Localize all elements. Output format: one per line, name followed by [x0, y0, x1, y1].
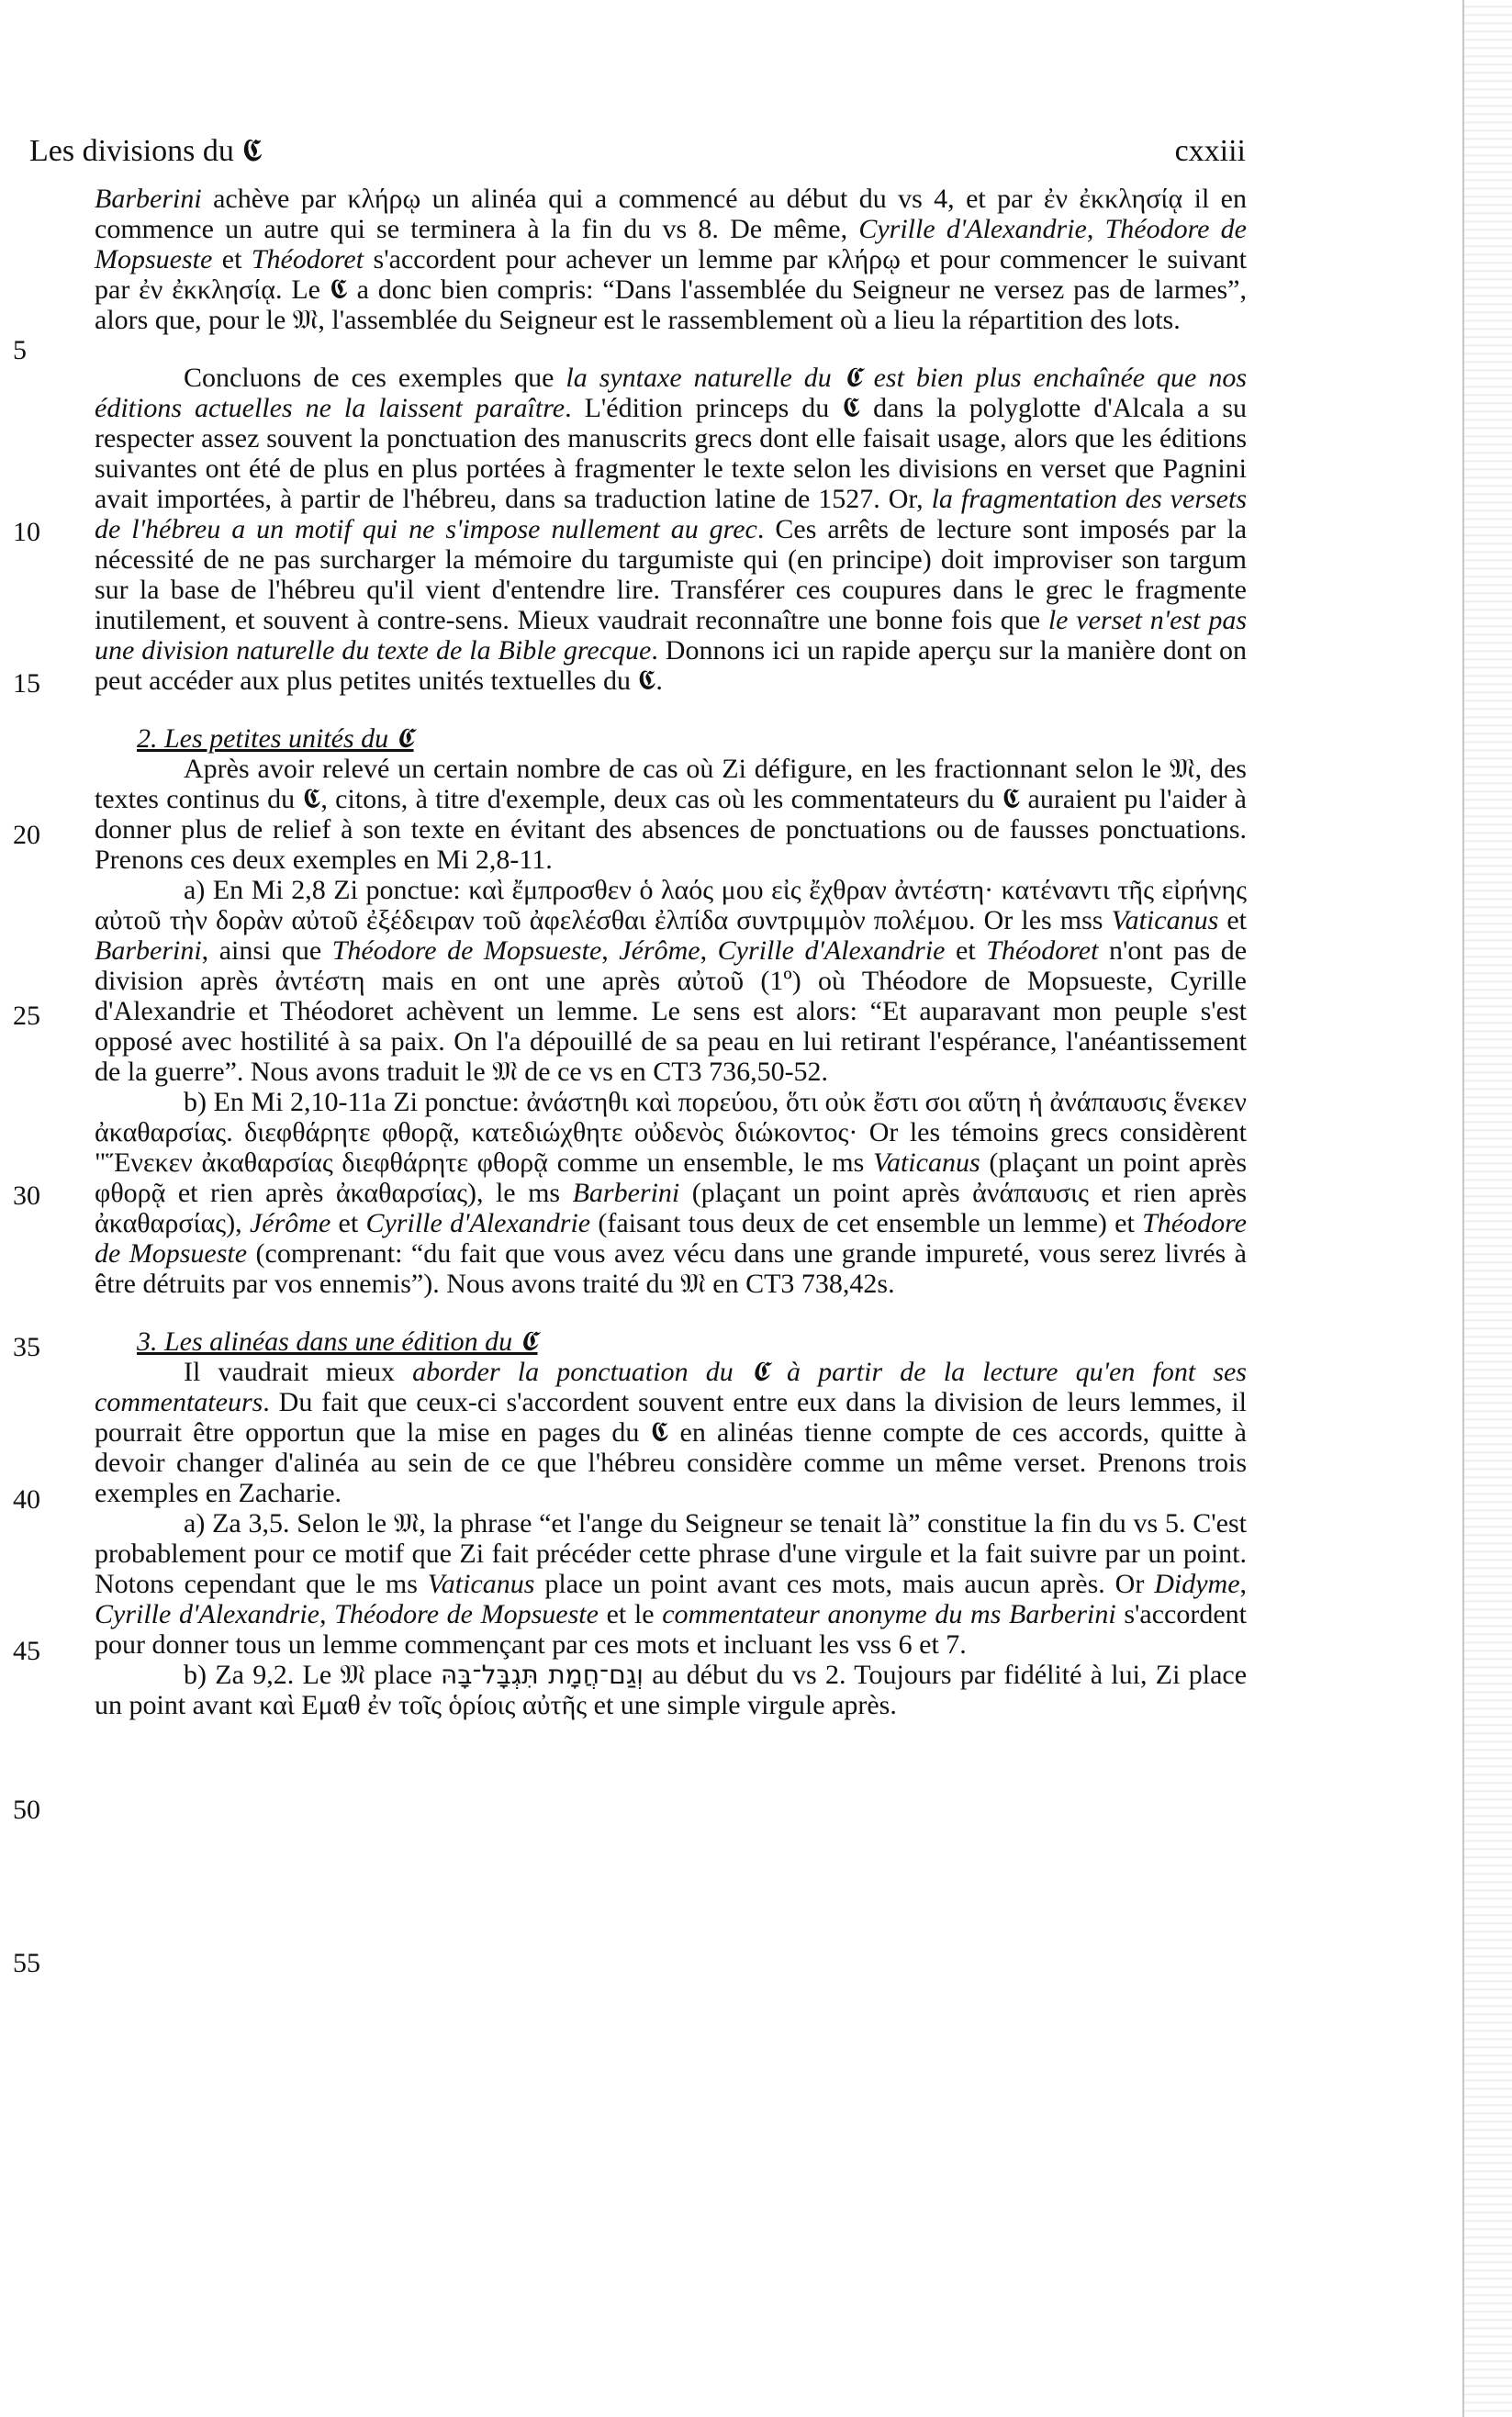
line-number: 10: [13, 517, 40, 547]
page-edge: [1462, 0, 1512, 2417]
section-heading: 3. Les alinéas dans une édition du 𝕮: [137, 1326, 538, 1357]
line-number: 40: [13, 1484, 40, 1515]
line-number: 20: [13, 820, 40, 850]
line-number: 25: [13, 1001, 40, 1031]
paragraph: a) En Mi 2,8 Zi ponctue: καὶ ἔμπροσθεν ὁ λαός μου εἰς ἔχθραν ἀντέστη· κατέναντι τῆς εἰρήνης αὐτοῦ τὴν δορὰν αὐτοῦ ἐξέδειραν τοῦ ἀφελέσθαι ἐλπίδα συντριμμὸν πολέμου. Or les mss Vaticanus et Barberini, ainsi que Théodore de Mopsueste, Jérôme, Cyrille d'Alexandrie et Théodoret n'ont pas de division après ἀντέστη mais en ont une après αὐτοῦ (1º) où Théodore de Mopsueste, Cyrille d'Alexandrie et Théodoret achèvent un lemme. Le sens est alors: “Et auparavant mon peuple s'est opposé avec hostilité à sa paix. On l'a dépouillé de sa peau en lui retirant l'espérance, l'anéantissement de la guerre”. Nous avons traduit le 𝔐 de ce vs en CT3 736,50-52.: [95, 875, 1248, 1088]
line-number: 5: [13, 335, 27, 365]
paragraph: Après avoir relevé un certain nombre de cas où Zi défigure, en les fractionnant selon le 𝔐, des textes continus du 𝕮, citons, à titre d'exemple, deux cas où les commentateurs du 𝕮 auraient pu l'aider à donner plus de relief à son texte en évitant des absences de ponctuations ou de fausses ponctuations. Prenons ces deux exemples en Mi 2,8-11.: [95, 753, 1247, 875]
paragraph: Concluons de ces exemples que la syntaxe naturelle du 𝕮 est bien plus enchaînée que nos éditions actuelles ne la laissent paraître. L'édition princeps du 𝕮 dans la polyglotte d'Alcala a su respecter assez souvent la ponctuation des manuscrits grecs dont elle faisait usage, alors que les éditions suivantes ont été de plus en plus portées à fragmenter le texte selon les divisions en verset que Pagnini avait importées, à partir de l'hébreu, dans sa traduction latine de 1527. Or, la fragmentation des versets de l'hébreu a un motif qui ne s'impose nullement au grec. Ces arrêts de lecture sont imposés par la nécessité de ne pas surcharger la mémoire du targumiste qui (en principe) doit improviser son targum sur la base de l'hébreu qu'il vient d'entendre lire. Transférer ces coupures dans le grec le fragmente inutilement, et souvent à contre-sens. Mieux vaudrait reconnaître une bonne fois que le verset n'est pas une division naturelle du texte de la Bible grecque. Donnons ici un rapide aperçu sur la manière dont on peut accéder aux plus petites unités textuelles du 𝕮.: [95, 362, 1248, 697]
line-number: 55: [13, 1948, 40, 1978]
line-number: 50: [13, 1795, 40, 1825]
line-number: 45: [13, 1636, 40, 1666]
line-number: 15: [13, 668, 40, 699]
paragraph: a) Za 3,5. Selon le 𝔐, la phrase “et l'ange du Seigneur se tenait là” constitue la fin du vs 5. C'est probablement pour ce motif que Zi fait précéder cette phrase d'une virgule et la fait suivre par un point. Notons cependant que le ms Vaticanus place un point avant ces mots, mais aucun après. Or Didyme, Cyrille d'Alexandrie, Théodore de Mopsueste et le commentateur anonyme du ms Barberini s'accordent pour donner tous un lemme commençant par ces mots et incluant les vss 6 et 7.: [95, 1507, 1248, 1660]
line-number: 30: [13, 1181, 40, 1211]
paragraph: Il vaudrait mieux aborder la ponctuation du 𝕮 à partir de la lecture qu'en font ses commentateurs. Du fait que ceux-ci s'accordent souvent entre eux dans la division de leurs lemmes, il pourrait être opportun que la mise en pages du 𝕮 en alinéas tienne compte de ces accords, quitte à devoir changer d'alinéa au sein de ce que l'hébreu considère comme un même verset. Prenons trois exemples en Zacharie.: [95, 1356, 1247, 1508]
paragraph: b) Za 9,2. Le 𝔐 place וְגַם־חֲמָת תִּגְבָּל־בָּהּ au début du vs 2. Toujours par fidélité à lui, Zi place un point avant καὶ Εμαθ ἐν τοῖς ὁρίοις αὐτῆς et une simple virgule après.: [95, 1659, 1248, 1720]
running-head: [29, 129, 1246, 174]
page-number: cxxiii: [1174, 134, 1246, 168]
running-title: Les divisions du 𝕮: [29, 134, 263, 168]
body-text: [95, 184, 1247, 1720]
paragraph: Barberini achève par κλήρῳ un alinéa qui a commencé au début du vs 4, et par ἐν ἐκκλησίᾳ il en commence un autre qui se terminera à la fin du vs 8. De même, Cyrille d'Alexandrie, Théodore de Mopsueste et Théodoret s'accordent pour achever un lemme par κλήρῳ et pour commencer le suivant par ἐν ἐκκλησίᾳ. Le 𝕮 a donc bien compris: “Dans l'assemblée du Seigneur ne versez pas de larmes”, alors que, pour le 𝔐, l'assemblée du Seigneur est le rassemblement où a lieu la répartition des lots.: [95, 184, 1248, 336]
paragraph: b) En Mi 2,10-11a Zi ponctue: ἀνάστηθι καὶ πορεύου, ὅτι οὐκ ἔστι σοι αὕτη ἡ ἀνάπαυσις ἕνεκεν ἀκαθαρσίας. διεφθάρητε φθορᾷ, κατεδιώχθητε οὐδενὸς διώκοντος· Or les témoins grecs considèrent "Ἕνεκεν ἀκαθαρσίας διεφθάρητε φθορᾷ comme un ensemble, le ms Vaticanus (plaçant un point après φθορᾷ et rien après ἀκαθαρσίας), le ms Barberini (plaçant un point après ἀνάπαυσις et rien après ἀκαθαρσίας), Jérôme et Cyrille d'Alexandrie (faisant tous deux de cet ensemble un lemme) et Théodore de Mopsueste (comprenant: “du fait que vous avez vécu dans une grande impureté, vous serez livrés à être détruits par vos ennemis”). Nous avons traité du 𝔐 en CT3 738,42s.: [95, 1087, 1247, 1300]
line-number: 35: [13, 1332, 40, 1362]
section-heading: 2. Les petites unités du 𝕮: [137, 723, 414, 754]
